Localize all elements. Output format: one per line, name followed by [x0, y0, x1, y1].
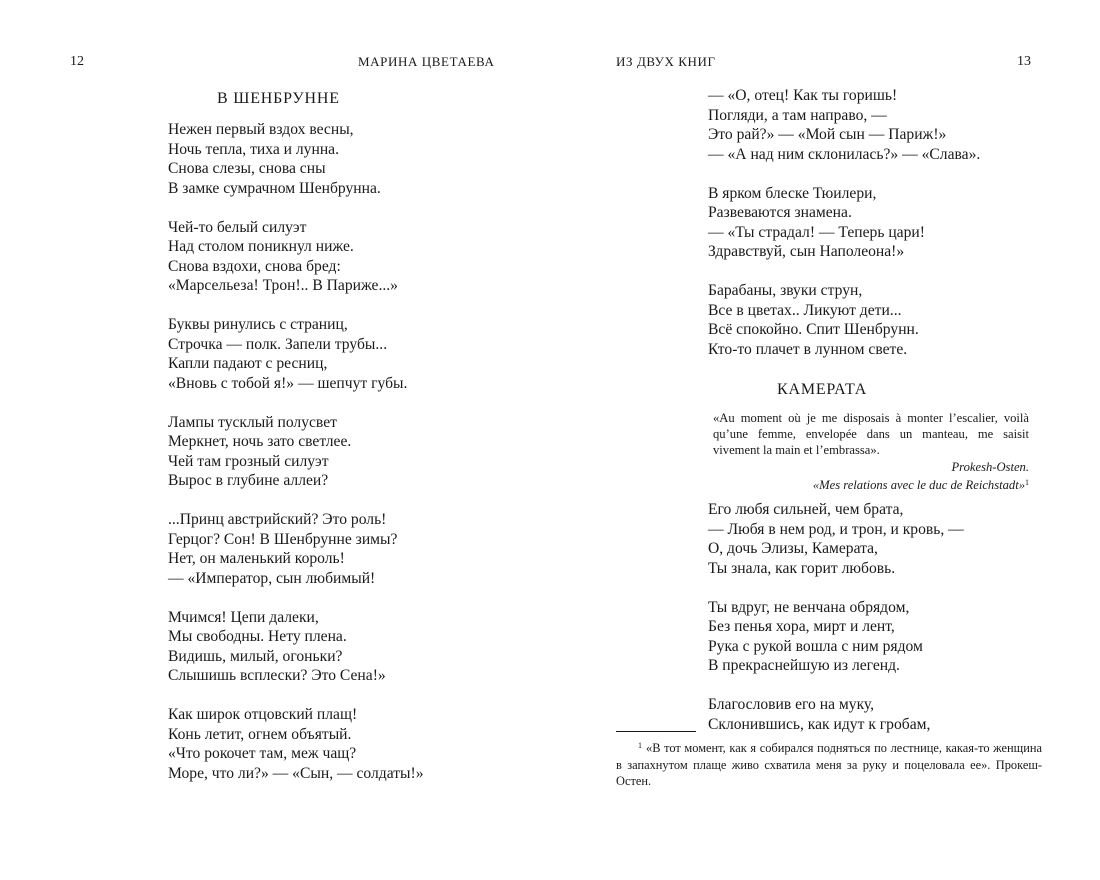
- footnote-text: «В тот момент, как я собирался подняться по лестнице, какая-то женщина в запахнутом плаще живо схватила меня за руку и поцеловала ее». Прокеш-Остен.: [616, 741, 1042, 788]
- stanza: [168, 315, 424, 393]
- poem-body-schonbrunn: [168, 120, 424, 803]
- verse-line: Без пенья хора, мирт и лент,: [708, 618, 895, 635]
- verse-line: Над столом поникнул ниже.: [168, 238, 354, 255]
- verse-line: — Любя в нем род, и трон, и кровь, —: [708, 520, 964, 538]
- stanza: [168, 120, 424, 198]
- epigraph: [713, 410, 1029, 459]
- footnote: [616, 738, 1042, 790]
- verse-line: Лампы тусклый полусвет: [168, 413, 337, 431]
- verse-line: Ты вдруг, не венчана обрядом,: [708, 598, 910, 616]
- verse-line: Вырос в глубине аллеи?: [168, 472, 329, 489]
- verse-line: Всё спокойно. Спит Шенбрунн.: [708, 321, 919, 338]
- stanza: [168, 510, 424, 588]
- verse-line: — «А над ним склонилась?» — «Слава».: [708, 145, 981, 163]
- verse-line: «Марсельеза! Трон!.. В Париже...»: [168, 277, 398, 294]
- verse-line: Капли падают с ресниц,: [168, 355, 328, 372]
- verse-line: Кто-то плачет в лунном свете.: [708, 340, 908, 358]
- verse-line: Мчимся! Цепи далеки,: [168, 608, 319, 626]
- stanza: [708, 281, 980, 359]
- stanza: [708, 695, 964, 734]
- poem-title-schonbrunn: В ШЕНБРУННЕ: [217, 90, 340, 107]
- footnote-marker: 1: [638, 741, 642, 750]
- poem-title-camerata: КАМЕРАТА: [777, 381, 868, 398]
- verse-line: Как широк отцовский плащ!: [168, 706, 358, 723]
- stanza: [708, 184, 980, 262]
- poem-body-schonbrunn-continued: [708, 86, 980, 379]
- verse-line: Ты знала, как горит любовь.: [708, 559, 896, 577]
- epigraph-attribution: [713, 459, 1029, 493]
- epigraph-author: Prokesh-Osten.: [951, 460, 1029, 474]
- right-page: [550, 0, 1100, 880]
- verse-line: Чей-то белый силуэт: [168, 218, 307, 236]
- stanza: [168, 705, 424, 783]
- verse-line: Видишь, милый, огоньки?: [168, 647, 343, 665]
- verse-line: «Что рокочет там, меж чащ?: [168, 745, 357, 762]
- verse-line: Все в цветах.. Ликуют дети...: [708, 301, 902, 319]
- epigraph-source: «Mes relations avec le duc de Reichstadt»: [812, 478, 1025, 493]
- verse-line: Море, что ли?» — «Сын, — солдаты!»: [168, 764, 424, 782]
- stanza: [168, 608, 424, 686]
- verse-line: ...Принц австрийский? Это роль!: [168, 511, 387, 528]
- verse-line: В замке сумрачном Шенбрунна.: [168, 179, 381, 197]
- running-head-left: МАРИНА ЦВЕТАЕВА: [358, 54, 495, 69]
- verse-line: — «О, отец! Как ты горишь!: [708, 87, 898, 104]
- verse-line: Рука с рукой вошла с ним рядом: [708, 637, 923, 655]
- verse-line: Склонившись, как идут к гробам,: [708, 715, 931, 733]
- verse-line: Мы свободны. Нету плена.: [168, 628, 347, 645]
- verse-line: Чей там грозный силуэт: [168, 452, 329, 470]
- verse-line: Погляди, а там направо, —: [708, 106, 887, 124]
- stanza: [708, 598, 964, 676]
- verse-line: Снова вздохи, снова бред:: [168, 257, 341, 275]
- verse-line: О, дочь Элизы, Камерата,: [708, 540, 878, 557]
- page-number-left: 12: [70, 54, 84, 69]
- verse-line: Развеваются знамена.: [708, 204, 852, 221]
- verse-line: Конь летит, огнем объятый.: [168, 725, 352, 743]
- running-head-right: ИЗ ДВУХ КНИГ: [616, 54, 716, 69]
- verse-line: Нежен первый вздох весны,: [168, 121, 354, 138]
- verse-line: Благословив его на муку,: [708, 696, 875, 713]
- verse-line: В прекраснейшую из легенд.: [708, 657, 900, 674]
- verse-line: Нет, он маленький король!: [168, 550, 345, 567]
- verse-line: Буквы ринулись с страниц,: [168, 316, 348, 333]
- verse-line: Строчка — полк. Запели трубы...: [168, 335, 388, 353]
- verse-line: Ночь тепла, тиха и лунна.: [168, 140, 339, 158]
- poem-body-camerata: [708, 500, 964, 754]
- verse-line: Герцог? Сон! В Шенбрунне зимы?: [168, 530, 398, 548]
- verse-line: Снова слезы, снова сны: [168, 160, 326, 177]
- verse-line: — «Император, сын любимый!: [168, 569, 376, 587]
- verse-line: Здравствуй, сын Наполеона!»: [708, 243, 905, 260]
- verse-line: Его любя сильней, чем брата,: [708, 501, 904, 518]
- verse-line: Слышишь всплески? Это Сена!»: [168, 667, 386, 684]
- epigraph-text: «Au moment où je me disposais à monter l’escalier, voilà qu’une femme, envelopée dans un manteau, me saisit vivement la main et l’embrassa».: [713, 411, 1029, 458]
- stanza: [708, 500, 964, 578]
- page-number-right: 13: [1017, 54, 1031, 69]
- stanza: [168, 413, 424, 491]
- verse-line: В ярком блеске Тюилери,: [708, 184, 877, 202]
- verse-line: Барабаны, звуки струн,: [708, 282, 863, 299]
- footnote-reference[interactable]: 1: [1025, 478, 1029, 488]
- stanza: [168, 218, 424, 296]
- footnote-divider: [616, 731, 696, 732]
- verse-line: — «Ты страдал! — Теперь цари!: [708, 223, 925, 241]
- verse-line: «Вновь с тобой я!» — шепчут губы.: [168, 374, 408, 392]
- verse-line: Это рай?» — «Мой сын — Париж!»: [708, 126, 947, 143]
- stanza: [708, 86, 980, 164]
- verse-line: Меркнет, ночь зато светлее.: [168, 433, 352, 450]
